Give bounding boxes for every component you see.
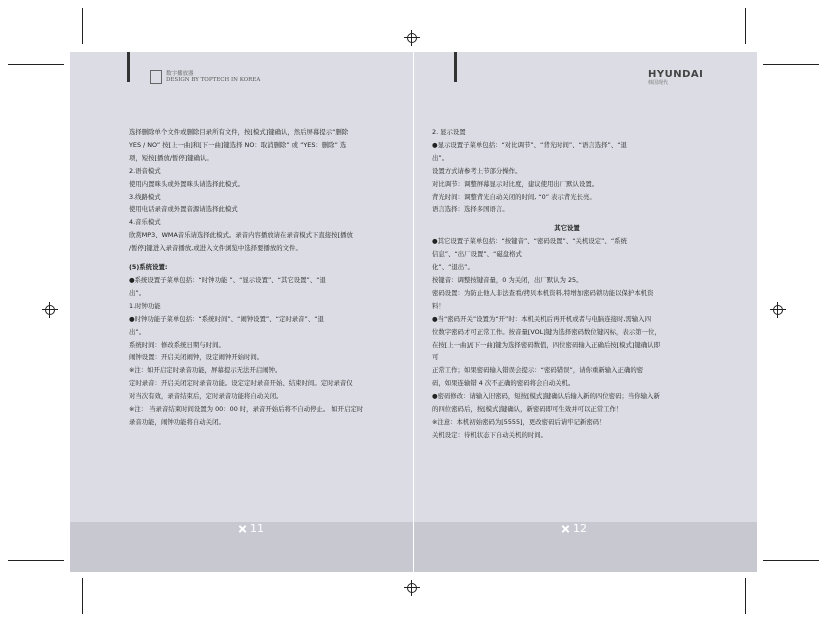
registration-mark-top bbox=[404, 30, 420, 46]
left-page-text bbox=[129, 126, 363, 429]
text-line: ※注意：本机初始密码为[5555]，更改密码后请牢记新密码！ bbox=[432, 417, 606, 426]
page-mark-icon bbox=[238, 524, 247, 533]
brand-subtitle: 韩国现代 bbox=[648, 80, 669, 86]
text-line: 录音功能，闹钟功能将自动关闭。 bbox=[129, 417, 225, 426]
text-line: 关机设定：待机状态下自动关机的时间。 bbox=[432, 430, 548, 439]
text-line: 码，如果连输错 4 次不正确的密码将会自动关机。 bbox=[432, 379, 575, 388]
logo-line-1: 数字播放器 bbox=[166, 71, 194, 77]
text-line: 欣赏MP3、WMA音乐请选择此模式。录音内容播放请在录音模式下直接按[播放 bbox=[129, 231, 353, 240]
text-line: 出”。 bbox=[432, 153, 449, 162]
brand-logo bbox=[648, 70, 703, 87]
text-line: 使用内置咪头或外置咪头请选择此模式。 bbox=[129, 179, 245, 188]
text-line: 2. 显示设置 bbox=[432, 128, 466, 136]
text-line: 闹钟设置：开启关闭闹钟，设定闹钟开始时间。 bbox=[129, 353, 264, 362]
text-line: 料！ bbox=[432, 301, 445, 310]
right-header-bar bbox=[454, 52, 457, 82]
text-line: ※注：如开启定时录音功能，屏幕提示无法开启闹钟。 bbox=[129, 366, 282, 375]
text-line: /暂停]键进入录音播放,或进入文件浏览中选择要播放的文件。 bbox=[129, 244, 302, 253]
text-line: ●显示设置子菜单包括：“对比调节”、“背光时间”、“语言选择”、“退 bbox=[432, 140, 627, 149]
text-line: 出”。 bbox=[129, 327, 146, 336]
left-header-bar bbox=[127, 52, 130, 82]
registration-mark-left bbox=[42, 302, 58, 318]
section-heading: 其它设置 bbox=[554, 224, 580, 233]
design-logo bbox=[150, 70, 260, 84]
logo-box-icon bbox=[150, 70, 162, 84]
text-line: 1.时钟功能 bbox=[129, 301, 161, 310]
text-line: 位数字密码才可正常工作。按音量[VOL]键为选择密码数位键闪标，表示第一位， bbox=[432, 327, 661, 336]
text-line: YES / NO” 按[上一曲]和[下一曲]键选择 NO：取消删除” 或 “YES：删除” 选 bbox=[129, 140, 347, 149]
text-line: 2.语音模式 bbox=[129, 166, 161, 175]
text-line: 设置方式请参考上节部分操作。 bbox=[432, 166, 522, 175]
logo-line-2: DESIGN BY TOPTECH IN KOREA bbox=[166, 77, 261, 83]
text-line: 出”。 bbox=[129, 288, 146, 297]
registration-mark-right bbox=[770, 302, 786, 318]
page-number-right bbox=[561, 522, 587, 535]
text-line: 3.线路模式 bbox=[129, 192, 161, 201]
text-line: 使用电话录音或外置音源请选择此模式 bbox=[129, 205, 238, 214]
text-line: ●时钟功能子菜单包括：“系统时间”、“闹钟设置”、“定时录音”、“退 bbox=[129, 314, 324, 323]
text-line: ※注： 当录音结束时间设置为 00：00 时，录音开始后将不自动停止。 如开启定时 bbox=[129, 405, 364, 414]
text-line: ●密码修改：请输入旧密码，短按[模式]键确认后输入新的四位密码；当你输入新 bbox=[432, 392, 660, 401]
page-number-left bbox=[238, 522, 264, 535]
text-line: 化”、“退出”。 bbox=[432, 263, 474, 272]
crop-mark bbox=[763, 560, 819, 561]
crop-mark bbox=[763, 64, 819, 65]
text-line: 项，短按[播放/暂停]键确认。 bbox=[129, 153, 213, 162]
text-line: 定时录音：开启关闭定时录音功能。设定定时录音开始、结束时间。定时录音仅 bbox=[129, 379, 353, 388]
text-line: 信息”、“出厂设置”、“磁盘格式 bbox=[432, 250, 522, 259]
text-line: 正常工作；如果密码输入错误会提示：“密码错误”，请你重新输入正确的密 bbox=[432, 366, 644, 375]
crop-mark bbox=[8, 64, 64, 65]
text-line: 可 bbox=[432, 353, 439, 362]
page-spread bbox=[70, 52, 757, 572]
text-line: ●其它设置子菜单包括：“按键音”、“密码设置”、“关机设定”、“系统 bbox=[432, 237, 627, 246]
section-heading: (5)系统设置: bbox=[129, 263, 168, 272]
text-line: 4.音乐模式 bbox=[129, 218, 161, 227]
text-line: 对比调节：调整屏幕显示对比度，建议使用出厂默认设置。 bbox=[432, 179, 599, 188]
text-line: 密码设置：为防止他人非法查看/拷贝本机资料,特增加密码锁功能以保护本机资 bbox=[432, 288, 654, 297]
text-line: 对当次有效，录音结束后，定时录音功能将自动关闭。 bbox=[129, 392, 283, 401]
text-line: 按键音：调整按键音量，0 为关闭，出厂默认为 25。 bbox=[432, 275, 583, 284]
text-line: ●当“密码开关”设置为“开”时：本机关机后再开机或者与电脑连接时,需输入四 bbox=[432, 314, 651, 323]
text-line: ●系统设置子菜单包括：“时钟功能 ”、“显示设置”、“其它设置”、“退 bbox=[129, 275, 326, 284]
page-number-text: 12 bbox=[573, 522, 587, 535]
text-line: 选择删除单个文件或删除目录所有文件，按[模式]键确认，然后屏幕提示“删除 bbox=[129, 128, 349, 136]
text-line: 的四位密码后，按[模式]键确认，新密码即可生效并可以正常工作！ bbox=[432, 405, 623, 414]
registration-mark-bottom bbox=[404, 580, 420, 596]
crop-mark bbox=[745, 578, 746, 614]
crop-mark bbox=[82, 8, 83, 44]
text-line: 语言选择：选择多国语言。 bbox=[432, 205, 509, 214]
crop-mark bbox=[745, 8, 746, 44]
text-line: 系统时间：修改系统日期与时间。 bbox=[129, 340, 225, 349]
page-mark-icon bbox=[561, 524, 570, 533]
page-number-text: 11 bbox=[250, 522, 264, 535]
text-line: 背光时间：调整背光自动关闭的时间, “0” 表示背光长亮。 bbox=[432, 192, 596, 201]
text-line: 在按[上一曲]/[下一曲]键为选择密码数值，四位密码输入正确后按[模式]键确认即 bbox=[432, 340, 661, 349]
crop-mark bbox=[82, 578, 83, 614]
crop-mark bbox=[8, 560, 64, 561]
right-page-text bbox=[432, 126, 702, 442]
brand-name: HYUNDAI bbox=[648, 69, 704, 80]
